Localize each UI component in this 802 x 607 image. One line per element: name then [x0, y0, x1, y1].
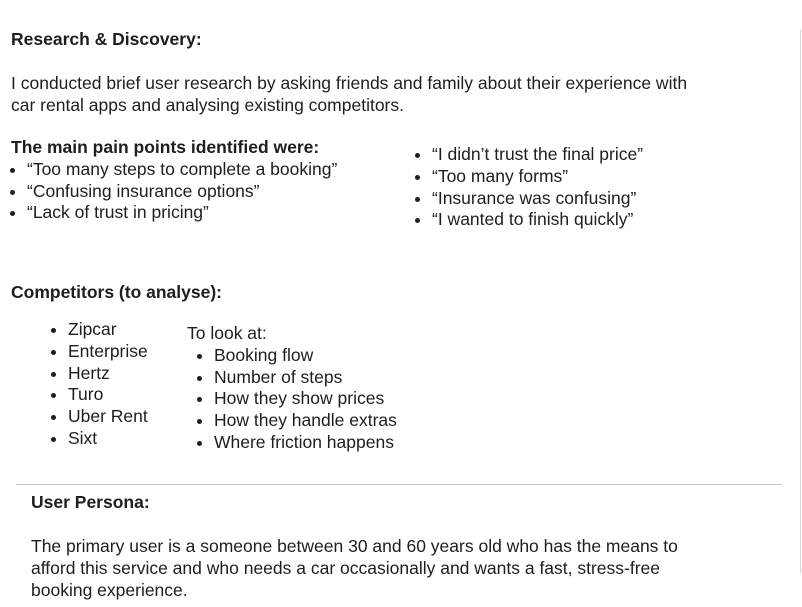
user-quote-item: “I didn’t trust the final price”: [405, 144, 643, 166]
research-heading: Research & Discovery:: [11, 29, 202, 49]
pain-point-item: “Lack of trust in pricing”: [0, 202, 337, 224]
persona-line-1: The primary user is a someone between 30 and 60 years old who has the means to: [31, 536, 678, 556]
user-quotes-list: [405, 144, 643, 231]
competitors-list: [41, 319, 148, 450]
research-intro-line-1: I conducted brief user research by asking friends and family about their experience with: [11, 73, 688, 93]
pain-points-heading: The main pain points identified were:: [11, 137, 320, 157]
research-intro-line-2: car rental apps and analysing existing competitors.: [11, 94, 404, 115]
user-quote-item: “Too many forms”: [405, 166, 643, 188]
look-at-item: Number of steps: [187, 367, 397, 389]
competitor-item: Hertz: [41, 363, 148, 385]
look-at-item: How they show prices: [187, 388, 397, 410]
pain-point-item: “Too many steps to complete a booking”: [0, 159, 337, 181]
competitor-item: Zipcar: [41, 319, 148, 341]
research-intro: [11, 73, 687, 117]
look-at-section: [187, 323, 397, 454]
section-divider: [16, 484, 782, 485]
persona-description: [31, 536, 678, 601]
competitor-item: Uber Rent: [41, 406, 148, 428]
competitor-item: Turo: [41, 384, 148, 406]
persona-line-3: booking experience.: [31, 579, 188, 600]
look-at-item: Booking flow: [187, 345, 397, 367]
look-at-heading: To look at:: [187, 323, 267, 343]
look-at-item: Where friction happens: [187, 432, 397, 454]
persona-line-2: afford this service and who needs a car occasionally and wants a fast, stress-free: [31, 557, 661, 578]
pain-points-section: [11, 137, 337, 224]
user-quote-item: “Insurance was confusing”: [405, 188, 643, 210]
pain-point-item: “Confusing insurance options”: [0, 181, 337, 203]
look-at-item: How they handle extras: [187, 410, 397, 432]
persona-heading: User Persona:: [31, 492, 150, 512]
competitors-heading: Competitors (to analyse):: [11, 282, 222, 302]
competitor-item: Sixt: [41, 428, 148, 450]
pain-points-list: [0, 159, 337, 224]
right-divider: [800, 30, 801, 573]
look-at-list: [187, 345, 397, 454]
competitor-item: Enterprise: [41, 341, 148, 363]
user-quote-item: “I wanted to finish quickly”: [405, 209, 643, 231]
